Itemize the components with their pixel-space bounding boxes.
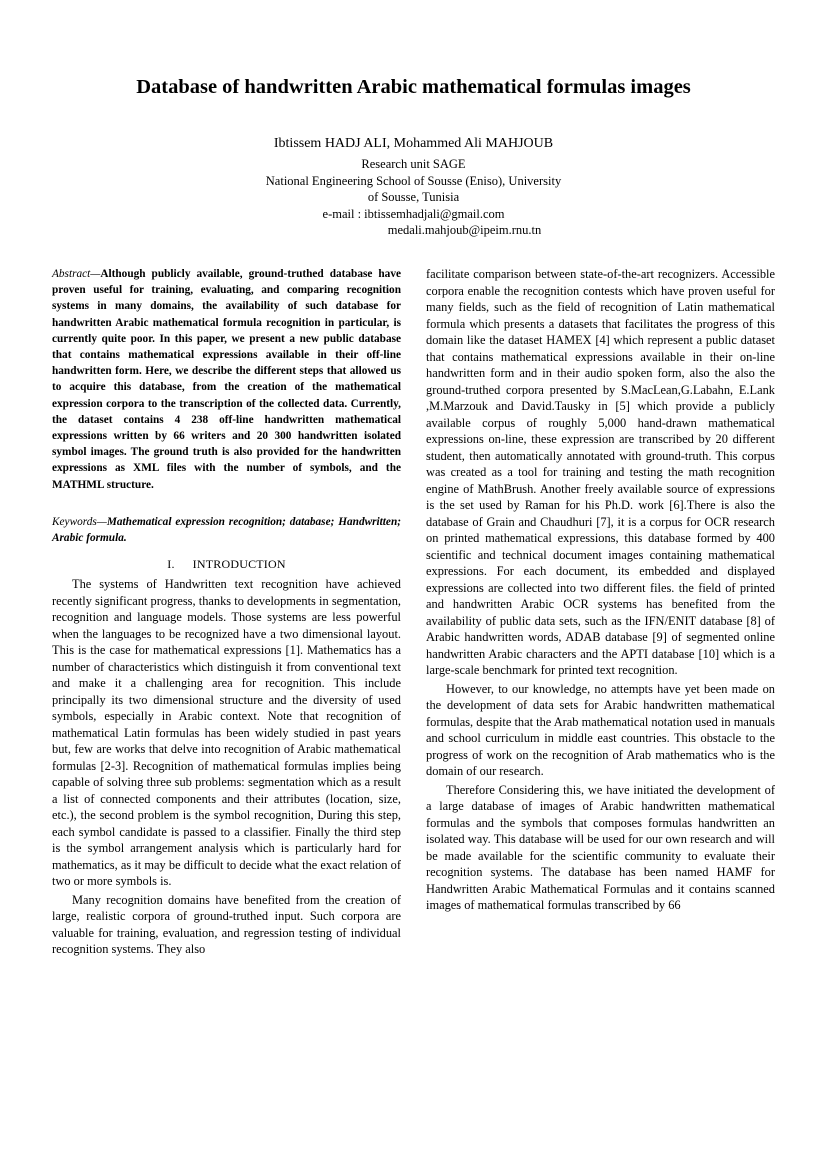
affiliation-block <box>0 156 827 239</box>
abstract-text: Although publicly available, ground-truthed database have proven useful for training, evaluating, and comparing recognition systems in many domains, the availability of such database for handwritten Arabic mathematical formula recognition in particular, is currently quite poor. In this paper, we present a new public database that contains mathematical expressions available in their off-line handwritten form. Here, we describe the different steps that allowed us to acquire this database, from the creation of the mathematical expression corpora to the transcription of the collected data. Currently, the dataset contains 4 238 off-line handwritten mathematical expressions written by 66 writers and 20 300 handwritten isolated symbol images. The ground truth is also provided for the handwritten expressions as XML files with the number of symbols, and the MATHML structure. <box>52 268 401 491</box>
section-heading <box>52 556 401 573</box>
keywords-text: Mathematical expression recognition; database; Handwritten; Arabic formula. <box>52 515 401 544</box>
body-paragraph: Therefore Considering this, we have initiated the development of a large database of images of Arabic handwritten mathematical formulas and the symbols that composes formulas handwritten an isolated way. This database will be used for our own research and will be made available for the scientific community to evaluate their recognition systems. The database has been named HAMF for Handwritten Arabic Mathematical Formulas and it contains scanned images of mathematical formulas transcribed by 66 <box>426 782 775 912</box>
abstract <box>52 266 401 493</box>
keywords-label: Keywords— <box>52 515 107 528</box>
affiliation-line: National Engineering School of Sousse (Eniso), University <box>265 173 562 188</box>
affiliation-line: of Sousse, Tunisia <box>367 190 460 204</box>
email-line: medali.mahjoub@ipeim.rnu.tn <box>387 223 542 237</box>
body-paragraph: The systems of Handwritten text recognition have achieved recently significant progress, thanks to developments in segmentation, recognition and language models. Those systems are less powerful when the languages to be recognized have a two dimensional layout. This is the case for mathematical expressions [1]. Mathematics has a number of characteristics which distinguish it from conventional text and make it a challenging area for recognition. This include principally its two dimensional structure and the diversity of used symbols, especially in Arabic context. Note that recognition of mathematical Latin formulas has been widely studied in past years but, few are works that delve into recognition of Arabic mathematical formulas [2-3]. Recognition of mathematical formulas implies being capable of solving three sub problems: segmentation which as a result a list of connected components and their attributes (location, size, etc.), the second problem is the symbol recognition, During this step, each symbol candidate is passed to a classifier. Finally the third step is the symbol arrangement analysis which is particularly hard for mathematics, as it may be difficult to decide what the exact relation of two or more symbols is. <box>52 577 401 889</box>
left-column <box>52 266 401 958</box>
keywords <box>52 514 401 546</box>
body-paragraph: Many recognition domains have benefited from the creation of large, realistic corpora of ground-truthed input. Such corpora are valuable for training, evaluation, and regression testing of individual recognition systems. They also <box>52 892 401 957</box>
affiliation-line: Research unit SAGE <box>361 157 466 171</box>
email-line: e-mail : ibtissemhadjali@gmail.com <box>322 206 505 221</box>
body-paragraph: facilitate comparison between state-of-the-art recognizers. Accessible corpora enable the recognition contests which have proven useful for many fields, such as the field of recognition of Latin mathematical formula which presents a datasets that facilitates the progress of this domain like the dataset HAMEX [4] which represent a public dataset that contains mathematical expressions available in their on-line handwritten form and in their audio spoken form, also the also the ground-truthed corpora presented by S.MacLean,G.Labahn, E.Lank ,M.Marzouk and David.Tausky in [5] which provide a publicly available corpus of roughly 5,000 hand-drawn mathematical expressions on-line, these expression are transcribed by 20 different student, then automatically annotated with ground-truth. This corpus was created as a tool for training and testing the math recognition engine of MathBrush. Another freely available source of expressions is the set used by Raman for his Ph.D. work [6].There is also the database of Grain and Chaudhuri [7], it is a corpus for OCR research on printed mathematical expressions, this database formed by 400 scientific and technical document images containing mathematical expressions. For each document, its embedded and displayed expressions are collected into two different files. the field of printed and handwritten Arabic OCR systems has benefited from the availability of public data sets, such as the IFN/ENIT database [8] of Arabic handwritten words, ADAB database [9] of segmented online handwritten Arabic characters and the APTI database [10] which is a large-scale benchmark for printed text recognition. <box>426 267 775 677</box>
section-title: INTRODUCTION <box>192 556 286 571</box>
section-number: I. <box>167 556 175 571</box>
paper-title: Database of handwritten Arabic mathematical formulas images <box>136 76 691 98</box>
body-paragraph: However, to our knowledge, no attempts have yet been made on the development of data sets for Arabic handwritten mathematical formulas, despite that the Arab mathematical notation used in manuals and school curriculum in middle east countries. This obstacle to the progress of work on the recognition of Arab mathematics who is the domain of our research. <box>426 681 775 778</box>
author-list: Ibtissem HADJ ALI, Mohammed Ali MAHJOUB <box>273 136 554 151</box>
right-column <box>426 266 775 914</box>
abstract-label: Abstract— <box>52 268 101 280</box>
